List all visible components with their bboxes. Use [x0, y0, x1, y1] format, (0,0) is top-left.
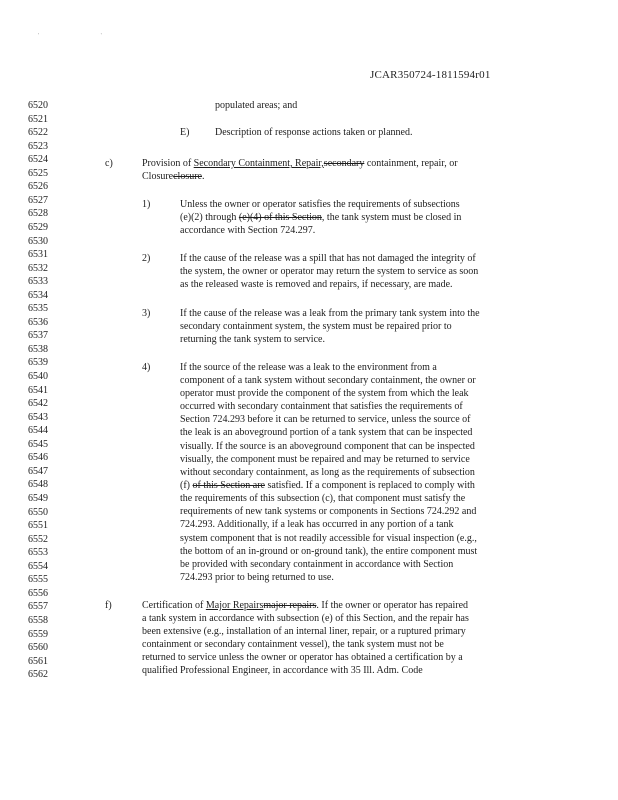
text-line-6555: 724.293 prior to being returned to use.: [180, 572, 334, 583]
document-id: JCAR350724-1811594r01: [370, 69, 491, 81]
text-line-6527: Unless the owner or operator satisfies the requirements of subsections: [180, 199, 460, 210]
line-number: 6527: [28, 194, 48, 206]
deleted-text: closure: [173, 171, 202, 182]
line-number: 6532: [28, 262, 48, 274]
text-line-6545: visually. If the source is an aboveground component that can be inspected: [180, 441, 475, 452]
text-line-6533: as the released waste is removed and repairs, if necessary, are made.: [180, 279, 453, 290]
item-label-e: E): [180, 127, 190, 138]
line-number: 6560: [28, 642, 48, 653]
text-line-6540: component of a tank system without secondary containment, the owner or: [180, 375, 476, 386]
text-line-6552: system component that is not readily accessible for visual inspection (e.g.,: [180, 533, 477, 544]
text-line-6553: the bottom of an in-ground or on-ground tank), the entire component must: [180, 546, 478, 557]
line-number: 6559: [28, 628, 48, 640]
line-number: 6535: [28, 303, 48, 315]
line-number: 6531: [28, 249, 48, 261]
text-line-6557: Certification of Major Repairsmajor repairs. If the owner or operator has repaired: [142, 600, 469, 611]
line-number: 6522: [28, 127, 48, 139]
inserted-text: Major Repairs: [205, 600, 264, 611]
line-number: 6526: [28, 181, 48, 193]
line-number: 6529: [28, 221, 48, 233]
text-line-6554: be provided with secondary containment in accordance with Section: [180, 559, 454, 570]
text-line-6531: If the cause of the release was a spill that has not damaged the integrity of: [180, 253, 476, 264]
deleted-text: secondary: [323, 158, 365, 169]
text-line-6537: returning the tank system to service.: [180, 334, 325, 345]
line-number: 6549: [28, 493, 48, 504]
item-label-2: 2): [142, 253, 151, 264]
deleted-text: of this Section are: [192, 480, 265, 491]
deleted-text: (e)(4) of this Section: [238, 212, 322, 223]
line-number: 6533: [28, 276, 48, 288]
text-line-6549: the requirements of this subsection (c), that component must satisfy the: [180, 493, 466, 504]
line-number: 6534: [28, 289, 48, 301]
line-number: 6543: [28, 411, 48, 423]
text-line-6560: containment or secondary containment vessel), the tank system must not be: [142, 639, 444, 650]
text-line-6522: Description of response actions taken or planned.: [215, 127, 413, 138]
line-number: 6536: [28, 316, 48, 328]
text-line-6525: Closureclosure.: [142, 171, 205, 182]
line-number: 6561: [28, 655, 48, 667]
line-number: 6554: [28, 560, 48, 572]
line-number: 6523: [28, 140, 48, 152]
line-number: 6562: [28, 669, 48, 681]
text-line-6542: occurred with secondary containment that satisfies the requirements of: [180, 401, 463, 412]
deleted-text: major repairs: [263, 600, 317, 611]
inserted-text: Secondary Containment, Repair,: [193, 158, 324, 169]
text-line-6559: been extensive (e.g., installation of an internal liner, repair, or a ruptured primary: [142, 626, 466, 637]
line-number: 6544: [28, 425, 48, 437]
line-number: 6550: [28, 506, 48, 518]
text-line-6562: qualified Professional Engineer, in accordance with 35 Ill. Adm. Code: [142, 665, 423, 676]
text-line-6543: Section 724.293 before it can be returned to service, unless the source of: [180, 414, 471, 425]
text-line-6550: requirements of new tank systems or components in Sections 724.292 and: [180, 506, 477, 517]
line-number: 6520: [28, 100, 48, 111]
text-line-6551: 724.293. Additionally, if a leak has occurred in any portion of a tank: [180, 519, 454, 530]
line-number: 6530: [28, 235, 48, 247]
text-line-6558: a tank system in accordance with subsection (e) of this Section, and the repair has: [142, 613, 469, 624]
line-number: 6553: [28, 547, 48, 559]
line-number: 6540: [28, 371, 48, 382]
item-label-1: 1): [142, 199, 151, 210]
line-number: 6528: [28, 208, 48, 220]
line-number: 6555: [28, 574, 48, 586]
line-number: 6547: [28, 465, 48, 477]
line-number: 6546: [28, 452, 48, 464]
text-line-6547: without secondary containment, as long as the requirements of subsection: [180, 467, 475, 478]
line-number: 6521: [28, 113, 48, 125]
text-line-6544: the leak is an aboveground portion of a tank system that can be inspected: [180, 427, 473, 438]
line-number: 6558: [28, 614, 48, 626]
text-line-6532: the system, the owner or operator may return the system to service as soon: [180, 266, 479, 277]
line-number: 6556: [28, 587, 48, 599]
text-line-6524: Provision of Secondary Containment, Repair,secondary containment, repair, or: [142, 158, 458, 169]
scan-marks: ' ': [38, 33, 132, 39]
section-label-c: c): [105, 158, 113, 169]
text-line-6561: returned to service unless the owner or operator has obtained a certification by a: [142, 652, 463, 663]
line-number: 6538: [28, 343, 48, 355]
line-number: 6548: [28, 479, 48, 491]
item-label-3: 3): [142, 308, 151, 319]
text-line-6546: visually, the component must be repaired and may be returned to service: [180, 454, 470, 465]
text-line-6520: populated areas; and: [215, 100, 298, 111]
line-number: 6541: [28, 384, 48, 396]
line-number: 6542: [28, 398, 48, 410]
text-line-6535: If the cause of the release was a leak from the primary tank system into the: [180, 308, 480, 319]
section-label-f: f): [105, 600, 112, 611]
text-line-6541: operator must provide the component of the system from which the leak: [180, 388, 469, 399]
text-line-6528: (e)(2) through (e)(4) of this Section, the tank system must be closed in: [180, 212, 462, 223]
line-number: 6552: [28, 533, 48, 545]
text-line-6548: (f) of this Section are satisfied. If a component is replaced to comply with: [180, 480, 475, 491]
text-line-6539: If the source of the release was a leak to the environment from a: [180, 362, 437, 373]
line-number: 6557: [28, 601, 48, 613]
line-number: 6524: [28, 154, 48, 166]
line-number: 6545: [28, 438, 48, 450]
text-line-6536: secondary containment system, the system must be repaired prior to: [180, 321, 452, 332]
line-number: 6551: [28, 520, 48, 531]
line-number: 6525: [28, 167, 48, 179]
line-number: 6537: [28, 330, 48, 342]
text-line-6529: accordance with Section 724.297.: [180, 225, 316, 236]
line-number: 6539: [28, 357, 48, 369]
item-label-4: 4): [142, 362, 151, 373]
